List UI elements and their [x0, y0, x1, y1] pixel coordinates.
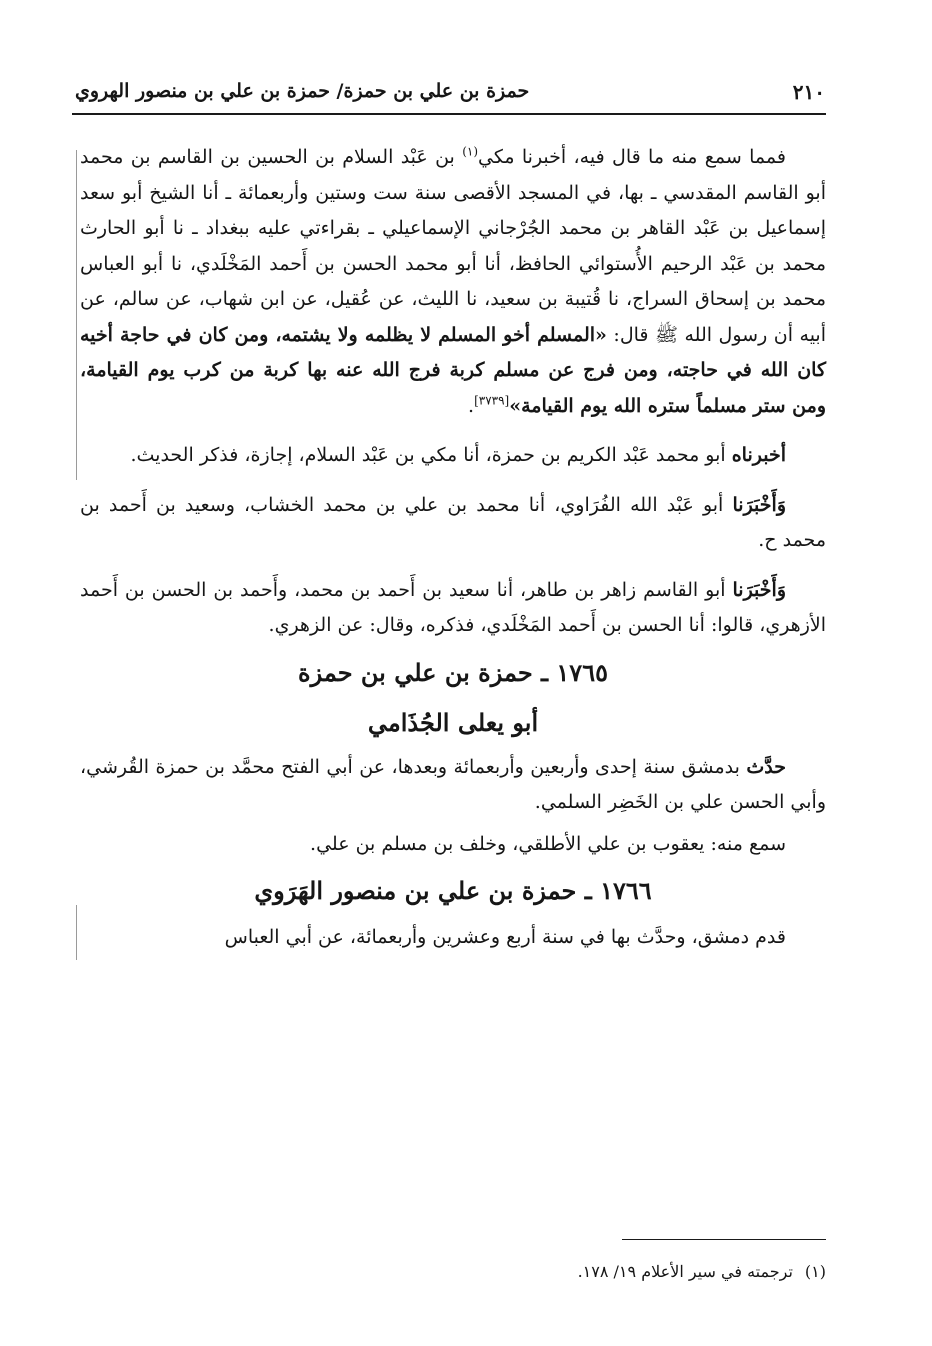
page-body — [80, 140, 826, 956]
entry-subheading-1765: أبو يعلى الجُذَامي — [367, 707, 539, 737]
hadith-text: «المسلم أخو المسلم لا يظلمه ولا يشتمه، ومن كان في حاجة أخيه كان الله في حاجته، ومن فرج عن مسلم كربة فرج الله عنه بها كربة من كرب يوم القيامة، ومن ستر مسلماً ستره الله يوم القيامة» — [80, 323, 826, 417]
hadith-number: [٣٧٣٩] — [474, 393, 510, 408]
paragraph-entry-1765 — [80, 750, 826, 821]
lead-word: وَأَخْبَرَنا — [732, 578, 786, 601]
footnote-reference: (١) — [462, 144, 479, 159]
header-rule — [72, 113, 826, 115]
footnote-rule — [622, 1239, 826, 1240]
footnote — [400, 1262, 826, 1281]
footnote-number: (١) — [804, 1262, 826, 1281]
paragraph-hadith-chain — [80, 140, 826, 424]
paragraph-akhbarana-2 — [80, 573, 826, 644]
paragraph-end: . — [468, 394, 475, 417]
lead-word: حدَّث — [746, 755, 786, 778]
lead-word: أخبرناه — [731, 444, 786, 466]
running-title: حمزة بن علي بن حمزة/ حمزة بن علي بن منصور الهروي — [75, 80, 530, 102]
footnote-text: ترجمته في سير الأعلام ١٩/ ١٧٨. — [577, 1262, 793, 1281]
scan-edge-mark — [76, 905, 77, 960]
paragraph-text: بن عَبْد السلام بن الحسين بن القاسم بن محمد أبو القاسم المقدسي ـ بها، في المسجد الأقصى سنة ست وستين وأربعمائة ـ أنا الشيخ أبو سعد إسماعيل بن عَبْد القاهر بن محمد الجُرْجاني الإسماعيلي ـ بقراءتي عليه ببغداد ـ نا أبو الحارث محمد بن عَبْد الرحيم الأُستوائي الحافظ، أنا أبو محمد الحسن بن أَحمد المَخْلَدي، نا أبو العباس محمد بن إسحاق السراج، نا قُتيبة بن سعيد، نا الليث، عن عُقيل، عن ابن شهاب، عن سالم، عن أبيه أن رسول الله ﷺ قال: — [80, 146, 826, 346]
paragraph-text: فمما سمع منه ما قال فيه، أخبرنا مكي — [478, 146, 786, 168]
lead-word: وَأَخْبَرَنا — [732, 493, 786, 516]
paragraph-text: بدمشق سنة إحدى وأربعين وأربعمائة وبعدها، عن أبي الفتح محمَّد بن حمزة القُرشي، وأبي الحسن علي بن الخَضِر السلمي. — [80, 755, 826, 813]
paragraph-entry-1766: قدم دمشق، وحدَّث بها في سنة أربع وعشرين وأربعمائة، عن أبي العباس — [224, 926, 786, 948]
paragraph-akhbarana-1 — [80, 488, 826, 559]
paragraph-akhbaranahu — [80, 438, 826, 474]
page-number: ٢١٠ — [792, 80, 825, 104]
paragraph-text: أبو محمد عَبْد الكريم بن حمزة، أنا مكي بن عَبْد السلام، إجازة، فذكر الحديث. — [130, 444, 732, 466]
entry-heading-1766: ١٧٦٦ ـ حمزة بن علي بن منصور الهَرَوي — [254, 876, 652, 905]
scan-edge-mark — [76, 150, 77, 480]
entry-heading-1765: ١٧٦٥ ـ حمزة بن علي بن حمزة — [298, 657, 608, 687]
paragraph-text: أبو عَبْد الله الفُرَاوي، أنا محمد بن علي بن محمد الخشاب، وسعيد بن أَحمد بن محمد ح. — [80, 493, 826, 551]
paragraph-text: أبو القاسم زاهر بن طاهر، أنا سعيد بن أَحمد بن محمد، وأَحمد بن الحسن بن أَحمد الأزهري، قالوا: أنا الحسن بن أَحمد المَخْلَدي، فذكره، وقال: عن الزهري. — [80, 578, 826, 636]
paragraph-heard-from: سمع منه: يعقوب بن علي الأطلقي، وخلف بن مسلم بن علي. — [310, 832, 786, 855]
page-header — [75, 78, 825, 112]
